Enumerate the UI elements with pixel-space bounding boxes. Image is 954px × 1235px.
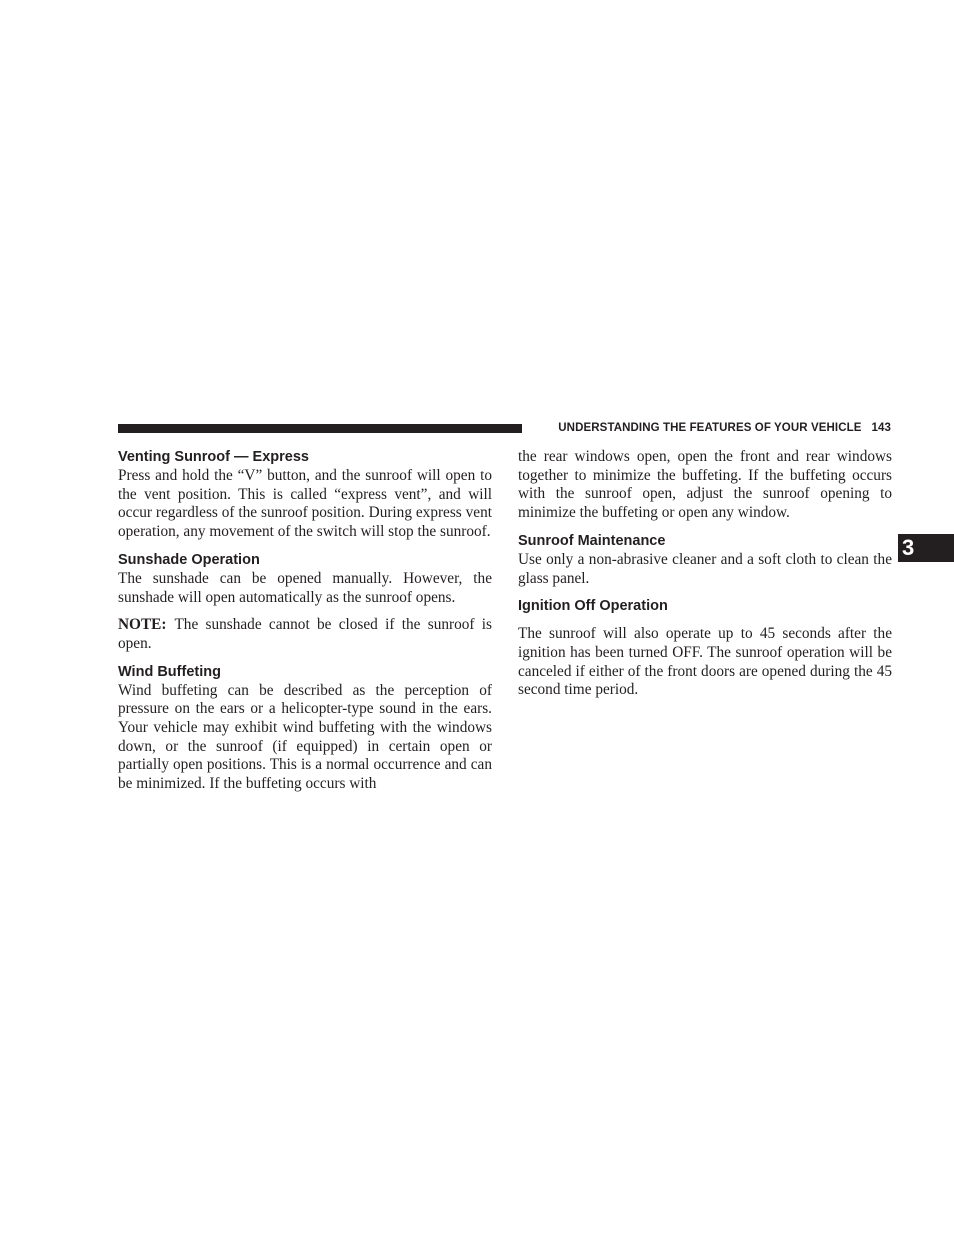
- section-venting: [118, 448, 492, 542]
- left-column: [118, 448, 492, 803]
- note-label: NOTE:: [118, 616, 167, 634]
- note-text: The sunshade cannot be closed if the sunroof is open.: [118, 616, 492, 652]
- body-venting: Press and hold the “V” button, and the sunroof will open to the vent position. This is called “express vent”, and will occur regardless of the sunroof position. During express vent operation, any movement of the switch will stop the sunroof.: [118, 467, 492, 541]
- header-title: UNDERSTANDING THE FEATURES OF YOUR VEHICLE: [558, 422, 862, 434]
- section-maintenance: [518, 532, 892, 588]
- right-column: [518, 448, 892, 709]
- chapter-tab: 3: [898, 534, 954, 562]
- body-wind: Wind buffeting can be described as the perception of pressure on the ears or a helicopter-type sound in the ears. Your vehicle may exhibit wind buffeting with the windows down, or the sunroof (if equipped) in certain open or partially open positions. This is a normal occurrence and can be minimized. If the buffeting occurs with: [118, 681, 492, 793]
- header-rule: [118, 424, 522, 433]
- heading-venting: Venting Sunroof — Express: [118, 449, 309, 465]
- section-ignition: [518, 597, 892, 700]
- note-sunshade: [118, 616, 492, 653]
- heading-wind: Wind Buffeting: [118, 663, 221, 680]
- body-ignition: The sunroof will also operate up to 45 seconds after the ignition has been turned OFF. The sunroof operation will be canceled if either of the front doors are opened during the 45 second time period.: [518, 625, 892, 699]
- heading-sunshade: Sunshade Operation: [118, 551, 260, 568]
- section-wind: [118, 663, 492, 794]
- body-wind-continued: the rear windows open, open the front and rear windows together to minimize the buffeting. If the buffeting occurs with the sunroof open, adjust the sunroof opening to minimize the buffeting or open any window.: [518, 448, 892, 522]
- page-number: 143: [871, 422, 891, 434]
- heading-ignition: Ignition Off Operation: [518, 598, 668, 615]
- heading-maintenance: Sunroof Maintenance: [518, 532, 666, 549]
- section-sunshade: [118, 551, 492, 654]
- running-header: [531, 420, 891, 436]
- body-sunshade: The sunshade can be opened manually. However, the sunshade will open automatically as the sunroof opens.: [118, 569, 492, 606]
- body-maintenance: Use only a non-abrasive cleaner and a soft cloth to clean the glass panel.: [518, 550, 892, 587]
